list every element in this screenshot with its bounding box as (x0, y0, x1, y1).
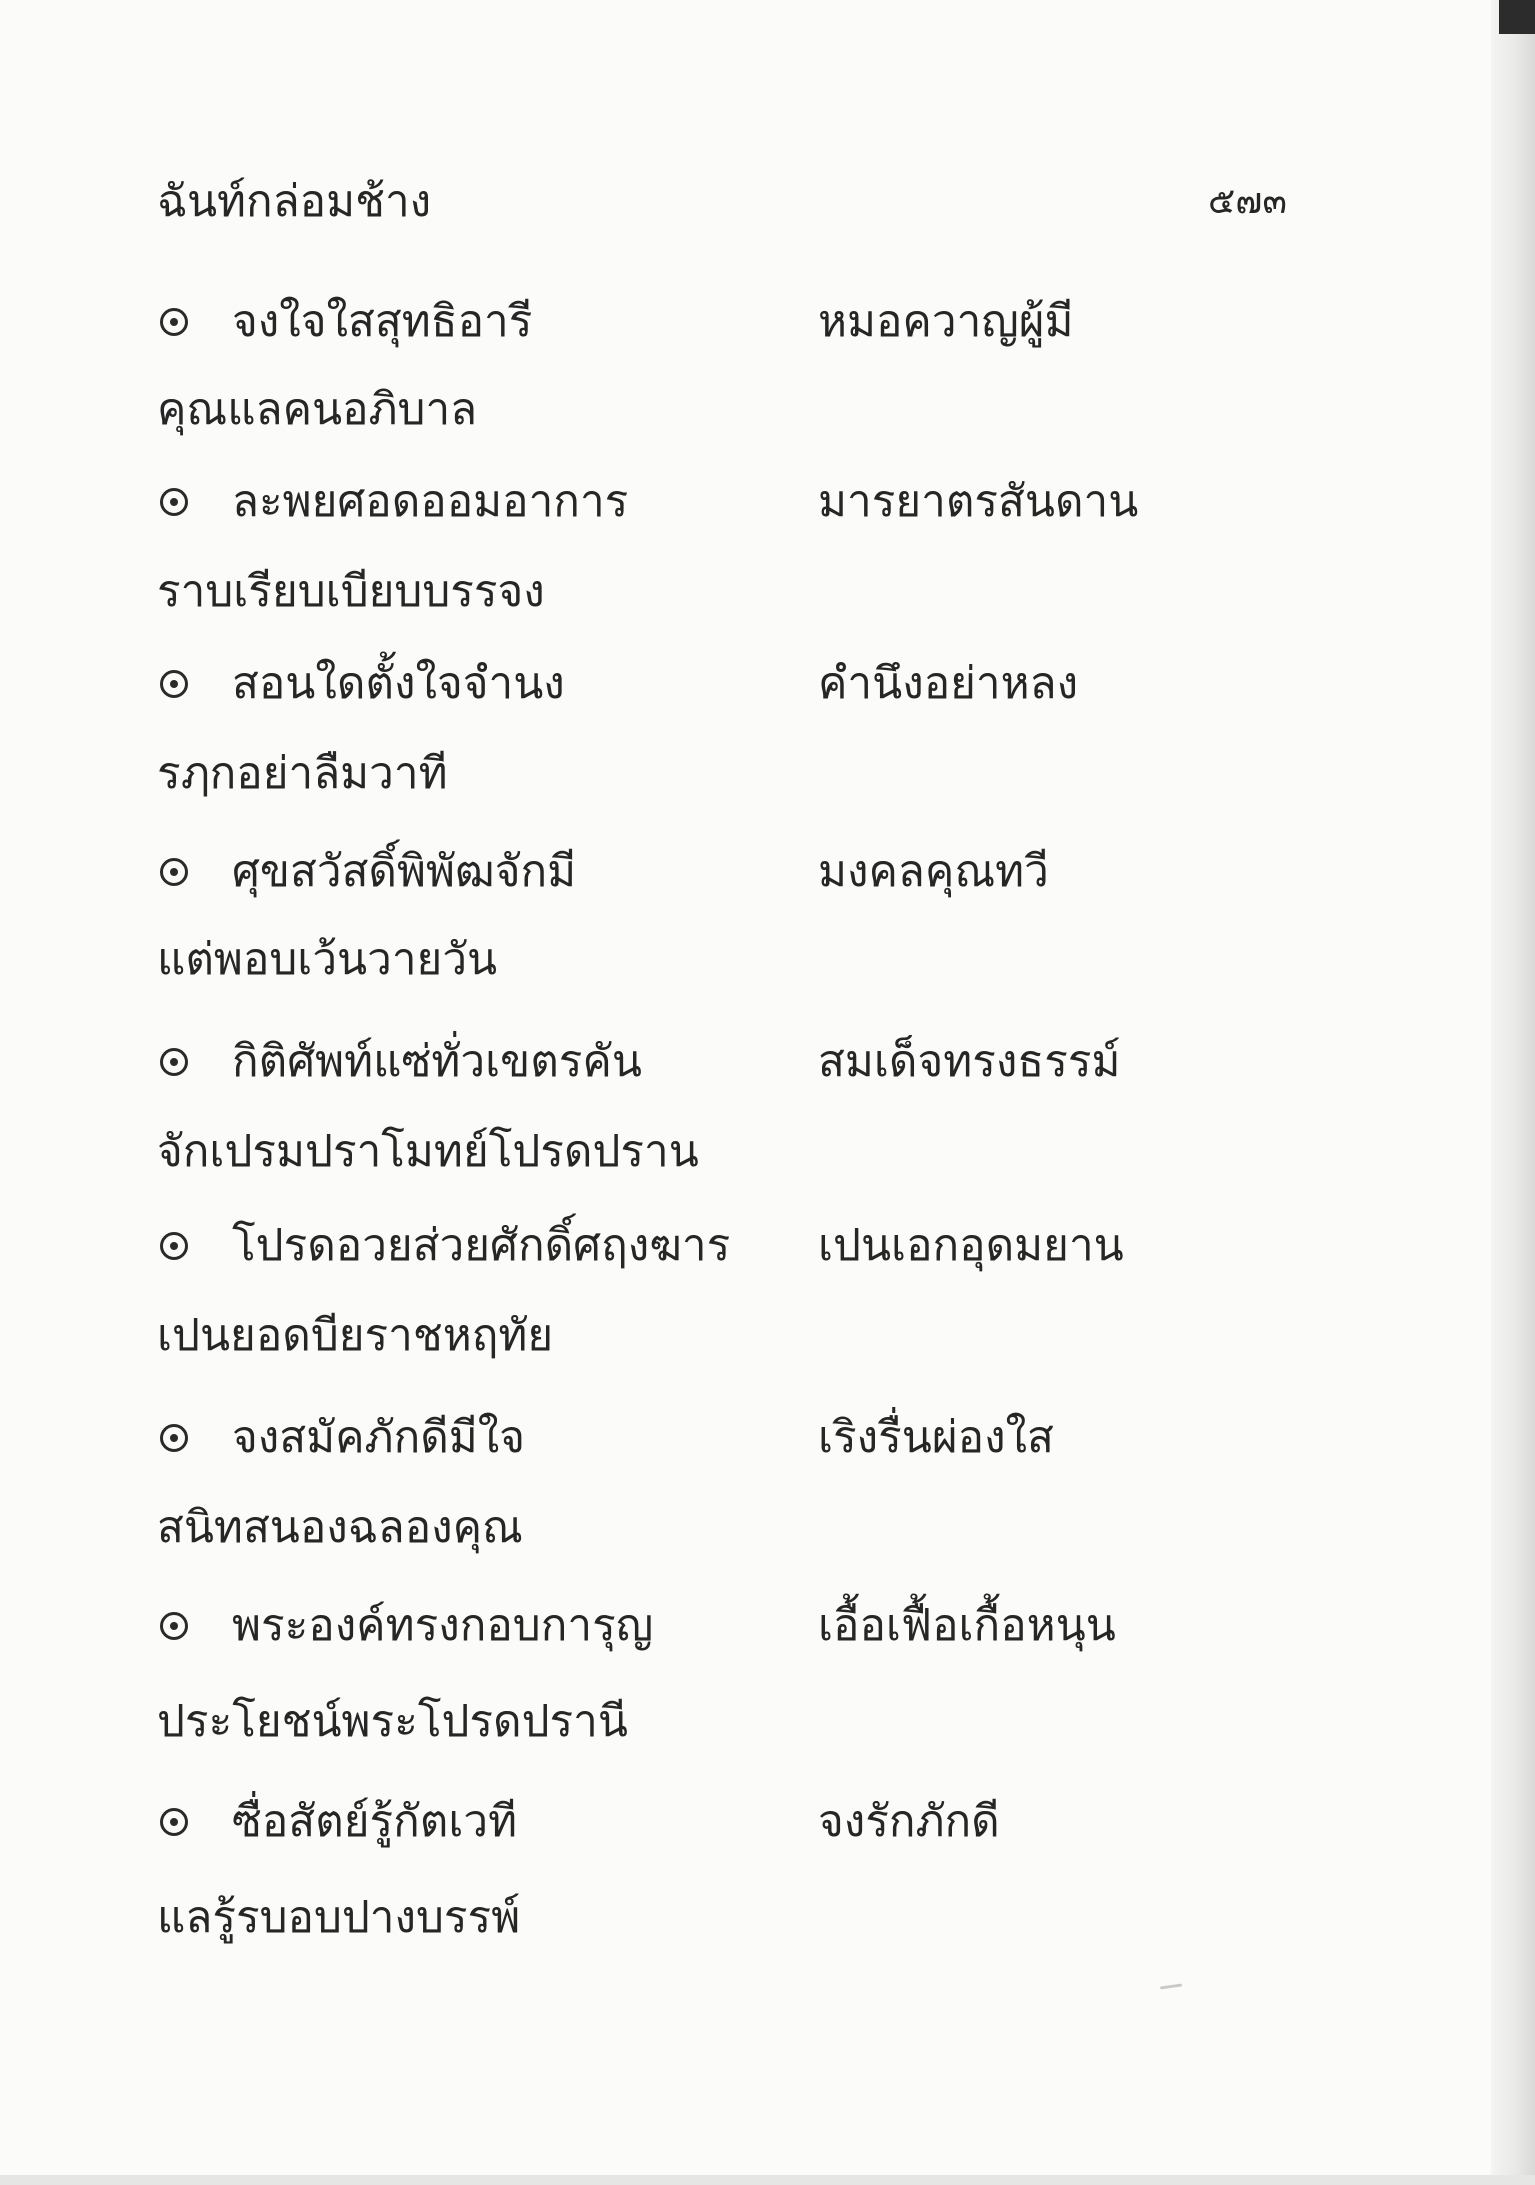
stanza-second-half: มงคลคุณทวี (818, 846, 1049, 897)
stanza-line (0, 658, 1535, 718)
page-number: ๕๗๓ (1208, 181, 1287, 222)
stanza-second-half: เอื้อเฟื้อเกื้อหนุน (818, 1600, 1116, 1651)
stanza-first-half: สอนใดตั้งใจจำนง (232, 658, 565, 709)
stanza-line (0, 476, 1535, 536)
stanza-third-part: จักเปรมปราโมทย์โปรดปราน (157, 1126, 699, 1177)
stanza-marker-icon (160, 488, 188, 516)
stanza-marker-icon (160, 670, 188, 698)
stanza-third-part: คุณแลคนอภิบาล (157, 384, 478, 435)
stanza-first-half: จงใจใสสุทธิอารี (232, 296, 533, 347)
stanza-third-part: แต่พอบเว้นวายวัน (157, 934, 498, 985)
stanza-line (0, 1220, 1535, 1280)
stanza-marker-icon (160, 308, 188, 336)
scan-smudge (1160, 1983, 1182, 1989)
stanza-third-part: ประโยชน์พระโปรดปรานี (157, 1696, 628, 1747)
stanza-marker-icon (160, 1808, 188, 1836)
stanza-second-half: เริงรื่นผ่องใส (818, 1412, 1054, 1463)
stanza-second-half: จงรักภักดี (818, 1796, 1000, 1847)
stanza-second-half: เปนเอกอุดมยาน (818, 1220, 1124, 1271)
stanza-second-half: มารยาตรสันดาน (818, 476, 1139, 527)
stanza-marker-icon (160, 1048, 188, 1076)
stanza-marker-icon (160, 1232, 188, 1260)
stanza-first-half: กิติศัพท์แซ่ทั่วเขตรคัน (232, 1036, 642, 1087)
stanza-marker-icon (160, 858, 188, 886)
stanza-first-half: ศุขสวัสดิ์พิพัฒจักมี (232, 846, 577, 897)
stanza-first-half: จงสมัคภักดีมีใจ (232, 1412, 526, 1463)
stanza-first-half: พระองค์ทรงกอบการุญ (232, 1600, 654, 1651)
stanza-third-part: แลรู้รบอบปางบรรพ์ (157, 1892, 521, 1943)
stanza-first-half: โปรดอวยส่วยศักดิ์ศฤงฆาร (232, 1220, 731, 1271)
stanza-third-part: เปนยอดบียราชหฤทัย (157, 1310, 554, 1361)
dark-corner-tab (1499, 0, 1535, 34)
stanza-line (0, 1796, 1535, 1856)
stanza-marker-icon (160, 1424, 188, 1452)
stanza-third-part: ราบเรียบเบียบบรรจง (157, 566, 545, 617)
stanza-first-half: ซื่อสัตย์รู้กัตเวที (232, 1796, 518, 1847)
stanza-marker-icon (160, 1612, 188, 1640)
stanza-line (0, 1600, 1535, 1660)
stanza-third-part: รฦกอย่าลืมวาที (157, 748, 448, 799)
stanza-second-half: คำนึงอย่าหลง (818, 658, 1079, 709)
stanza-line (0, 846, 1535, 906)
stanza-second-half: หมอควาญผู้มี (818, 296, 1074, 347)
stanza-line (0, 1412, 1535, 1472)
stanza-third-part: สนิทสนองฉลองคุณ (157, 1502, 523, 1553)
page-title: ฉันท์กล่อมช้าง (157, 176, 432, 227)
stanza-line (0, 296, 1535, 356)
stanza-second-half: สมเด็จทรงธรรม์ (818, 1036, 1121, 1087)
stanza-line (0, 1036, 1535, 1096)
page-bottom-edge (0, 2175, 1535, 2185)
stanza-first-half: ละพยศอดออมอาการ (232, 476, 629, 527)
